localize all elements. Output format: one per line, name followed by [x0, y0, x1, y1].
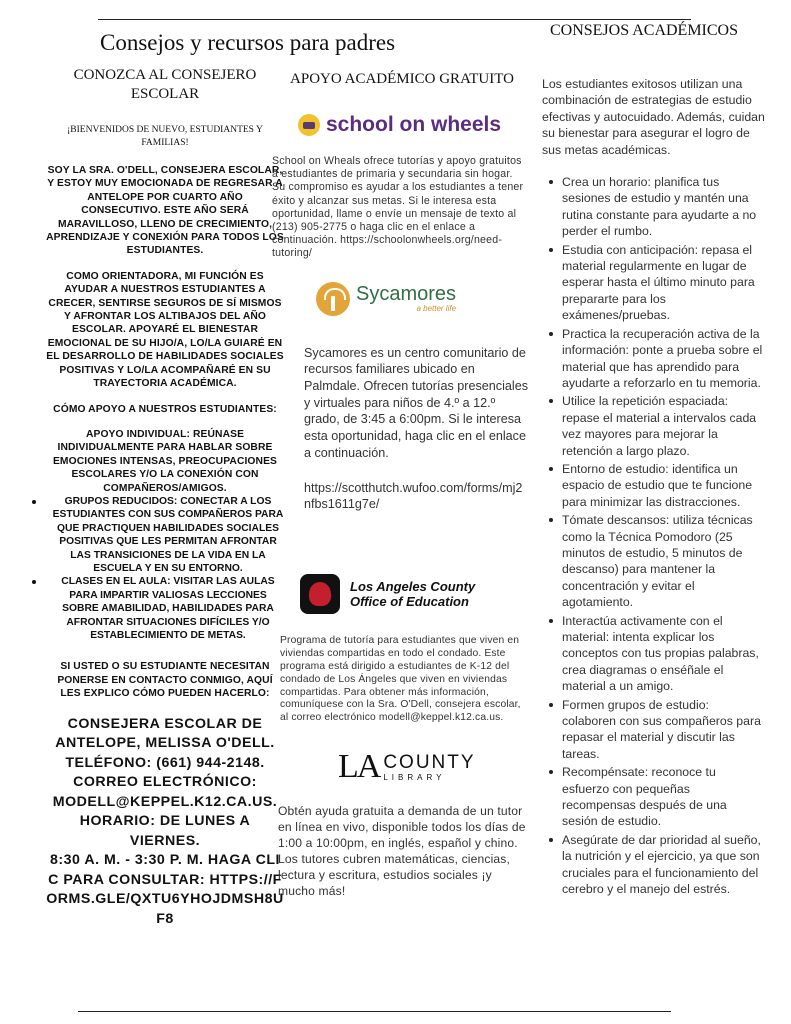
list-item: Utilice la repetición espaciada: repase el material a intervalos cada vez mayores para mejorar la retención a largo plazo. [562, 393, 765, 459]
counselor-intro: SOY LA SRA. O'DELL, CONSEJERA ESCOLAR, Y ESTOY MUY EMOCIONADA DE REGRESAR A ANTELOPE POR CUARTO AÑO CONSECUTIVO. ESTE AÑO SERÁ MARAVILLOSO, LLENO DE CRECIMIENTO, APRENDIZAJE Y CONEXIÓN PARA TODOS LOS ESTUDIANTES. [46, 165, 284, 257]
bullet-icon [549, 248, 553, 252]
list-item: Asegúrate de dar prioridad al sueño, la nutrición y el ejercicio, ya que son cruciales para el funcionamiento del cerebro y el manejo del estrés. [562, 832, 765, 898]
bullet-icon [549, 518, 553, 522]
contact-intro: SI USTED O SU ESTUDIANTE NECESITAN PONERSE EN CONTACTO CONMIGO, AQUÍ LES EXPLICO CÓMO PUEDEN HACERLO: [57, 661, 273, 700]
tips-list [540, 174, 765, 897]
contact-line: HORARIO: DE LUNES A VIERNES. [79, 813, 251, 849]
academic-column [272, 66, 528, 899]
list-item: Interactúa activamente con el material: intenta explicar los conceptos con tus propias palabras, crea diagramas o enséñale el material a un amigo. [562, 613, 765, 695]
contact-line: CONSEJERA ESCOLAR DE ANTELOPE, MELISSA O'DELL. [55, 715, 275, 752]
bullet-icon [549, 770, 553, 774]
library-text: Obtén ayuda gratuita a demanda de un tutor en línea en vivo, disponible todos los días de 1:00 a 10:00pm, en inglés, español y chino. Los tutores cubren matemáticas, ciencias, lectura y escritura, estudios sociales ¡y mucho más! [278, 804, 526, 899]
bus-icon [298, 114, 320, 136]
sycamores-logo: Sycamores a better life [316, 279, 528, 319]
sycamores-link[interactable]: https://scotthutch.wufoo.com/forms/mj2nfbs1611g7e/ [304, 480, 523, 512]
individual-support: APOYO INDIVIDUAL: REÚNASE INDIVIDUALMENTE PARA HABLAR SOBRE EMOCIONES INTENSAS, PREOCUPACIONES ESCOLARES Y/O LA CONEXIÓN CON COMPAÑEROS/AMIGOS. [52, 428, 278, 494]
list-item: Estudia con anticipación: repasa el material regularmente en lugar de esperar hasta el último minuto para prepararte para los exámenes/pruebas. [562, 242, 765, 324]
bullet-icon [549, 180, 553, 184]
tips-intro: Los estudiantes exitosos utilizan una combinación de estrategias de estudio efectivas y autocuidado. Además, cuidan su bienestar para asegurar el logro de sus metas académicas. [542, 77, 765, 157]
la-county-library-logo: LA COUNTY LIBRARY [338, 748, 476, 786]
academic-title: APOYO ACADÉMICO GRATUITO [290, 71, 514, 87]
bullet-icon [32, 500, 36, 504]
list-item: Tómate descansos: utiliza técnicas como la Técnica Pomodoro (25 minutos de estudio, 5 minutos de descanso) para mantener la concentración y evitar el agotamiento. [562, 512, 765, 610]
contact-email[interactable]: CORREO ELECTRÓNICO: MODELL@KEPPEL.K12.CA.US. [52, 774, 278, 810]
list-item: CLASES EN EL AULA: VISITAR LAS AULAS PARA IMPARTIR VALIOSAS LECCIONES SOBRE AMABILIDAD, HABILIDADES PARA AFRONTAR SITUACIONES DIFÍCILES Y/O ESTABLECIMIENTO DE METAS. [46, 575, 284, 642]
lacoe-text: Programa de tutoría para estudiantes que viven en viviendas compartidas en todo el condado. Este programa está dirigido a estudiantes de K-12 del condado de Los Ángeles que viven en viviendas compartidas. Para obtener más información, comuníquese con la Sra. O'Dell, consejera escolar, al correo electrónico modell@keppel.k12.ca.us. [280, 634, 521, 724]
contact-link[interactable]: 8:30 A. M. - 3:30 P. M. HAGA CLIC PARA CONSULTAR: HTTPS://FORMS.GLE/QXTU6YHOJDMSH8UF8 [46, 852, 284, 927]
counselor-role: COMO ORIENTADORA, MI FUNCIÓN ES AYUDAR A NUESTROS ESTUDIANTES A CRECER, SENTIRSE SEGUROS DE SÍ MISMOS Y AFRONTAR LOS ALTIBAJOS DEL AÑO ESCOLAR. APOYARÉ EL BIENESTAR EMOCIONAL DE SU HIJO/A, LO/LA GUIARÉ EN EL DESARROLLO DE HABILIDADES SOCIALES POSITIVAS Y LO/LA ACOMPAÑARÉ EN SU TRAYECTORIA ACADÉMICA. [46, 270, 284, 390]
lacoe-logo: Los Angeles County Office of Education [300, 571, 528, 617]
contact-block [46, 715, 284, 930]
tree-icon [316, 282, 350, 316]
sycamores-text: Sycamores es un centro comunitario de recursos familiares ubicado en Palmdale. Ofrecen tutorías presenciales y virtuales para niños de 4.º a 12.º grado, de 3:45 a 6:00pm. Si le interesa esta oportunidad, haga clic en el enlace a continuación. [304, 345, 529, 460]
list-item: Recompénsate: reconoce tu esfuerzo con pequeñas recompensas después de una sesión de estudio. [562, 764, 765, 830]
tips-column [540, 20, 765, 900]
bullet-icon [549, 467, 553, 471]
counselor-title: CONOZCA AL CONSEJERO ESCOLAR [73, 67, 257, 102]
counselor-column [46, 66, 284, 929]
bullet-icon [549, 399, 553, 403]
list-item: Formen grupos de estudio: colaboren con sus compañeros para repasar el material y discutir las tareas. [562, 697, 765, 763]
tips-title: CONSEJOS ACADÉMICOS [549, 22, 739, 39]
flame-icon [300, 574, 340, 614]
school-on-wheels-logo: school on wheels [298, 111, 528, 139]
bottom-rule [78, 1011, 671, 1012]
welcome-text: ¡BIENVENIDOS DE NUEVO, ESTUDIANTES Y FAMILIAS! [67, 125, 263, 148]
bullet-icon [32, 580, 36, 584]
page-title: Consejos y recursos para padres [100, 30, 396, 55]
bullet-icon [549, 619, 553, 623]
how-heading: CÓMO APOYO A NUESTROS ESTUDIANTES: [53, 403, 277, 415]
bullet-icon [549, 838, 553, 842]
bullet-icon [549, 332, 553, 336]
list-item: GRUPOS REDUCIDOS: CONECTAR A LOS ESTUDIANTES CON SUS COMPAÑEROS PARA QUE PRACTIQUEN HABILIDADES SOCIALES POSITIVAS QUE LES PERMITAN AFRONTAR LAS TRANSICIONES DE LA VIDA EN LA ESCUELA Y EN SU ENTORNO. [46, 495, 284, 575]
contact-line: TELÉFONO: (661) 944-2148. [65, 754, 265, 771]
sow-text: School on Wheals ofrece tutorías y apoyo gratuitos a estudiantes de primaria y secundaria sin hogar. Su compromiso es ayudar a los estudiantes a tener éxito y alcanzar sus metas. Si le interesa esta oportunidad, llame o envíe un mensaje de texto al (213) 905-2775 o haga clic en el enlace a continuación. https://schoolonwheels.org/need-tutoring/ [272, 155, 524, 260]
bullet-icon [549, 703, 553, 707]
list-item: Entorno de estudio: identifica un espacio de estudio que te funcione para minimizar las distracciones. [562, 461, 765, 510]
support-list [46, 495, 284, 642]
list-item: Practica la recuperación activa de la información: ponte a prueba sobre el material que has aprendido para ayudarte a reforzarlo en tu memoria. [562, 326, 765, 392]
list-item: Crea un horario: planifica tus sesiones de estudio y mantén una rutina constante para ayudarte a no perder el rumbo. [562, 174, 765, 240]
